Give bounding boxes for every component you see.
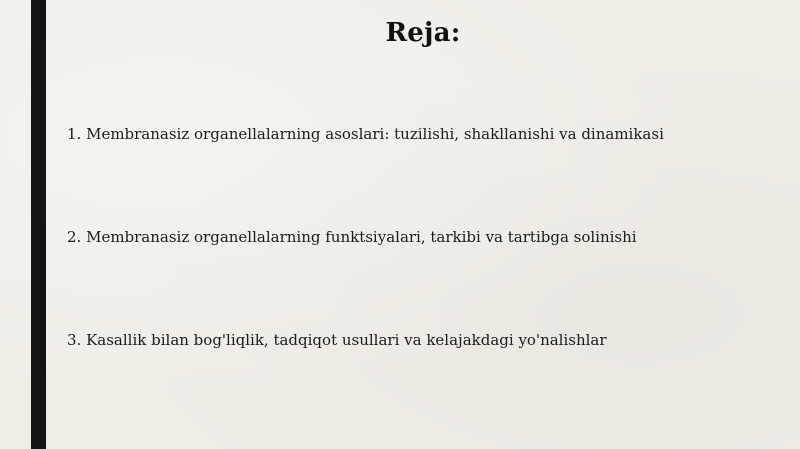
plan-item-2: 2. Membranasiz organellalarning funktsiyalari, tarkibi va tartibga solinishi <box>67 228 637 246</box>
plan-item-1: 1. Membranasiz organellalarning asoslari: tuzilishi, shakllanishi va dinamikasi <box>67 125 664 143</box>
slide-title: Reja: <box>385 18 461 48</box>
plan-item-3: 3. Kasallik bilan bog'liqlik, tadqiqot usullari va kelajakdagi yo'nalishlar <box>67 331 607 349</box>
left-accent-bar <box>31 0 46 449</box>
